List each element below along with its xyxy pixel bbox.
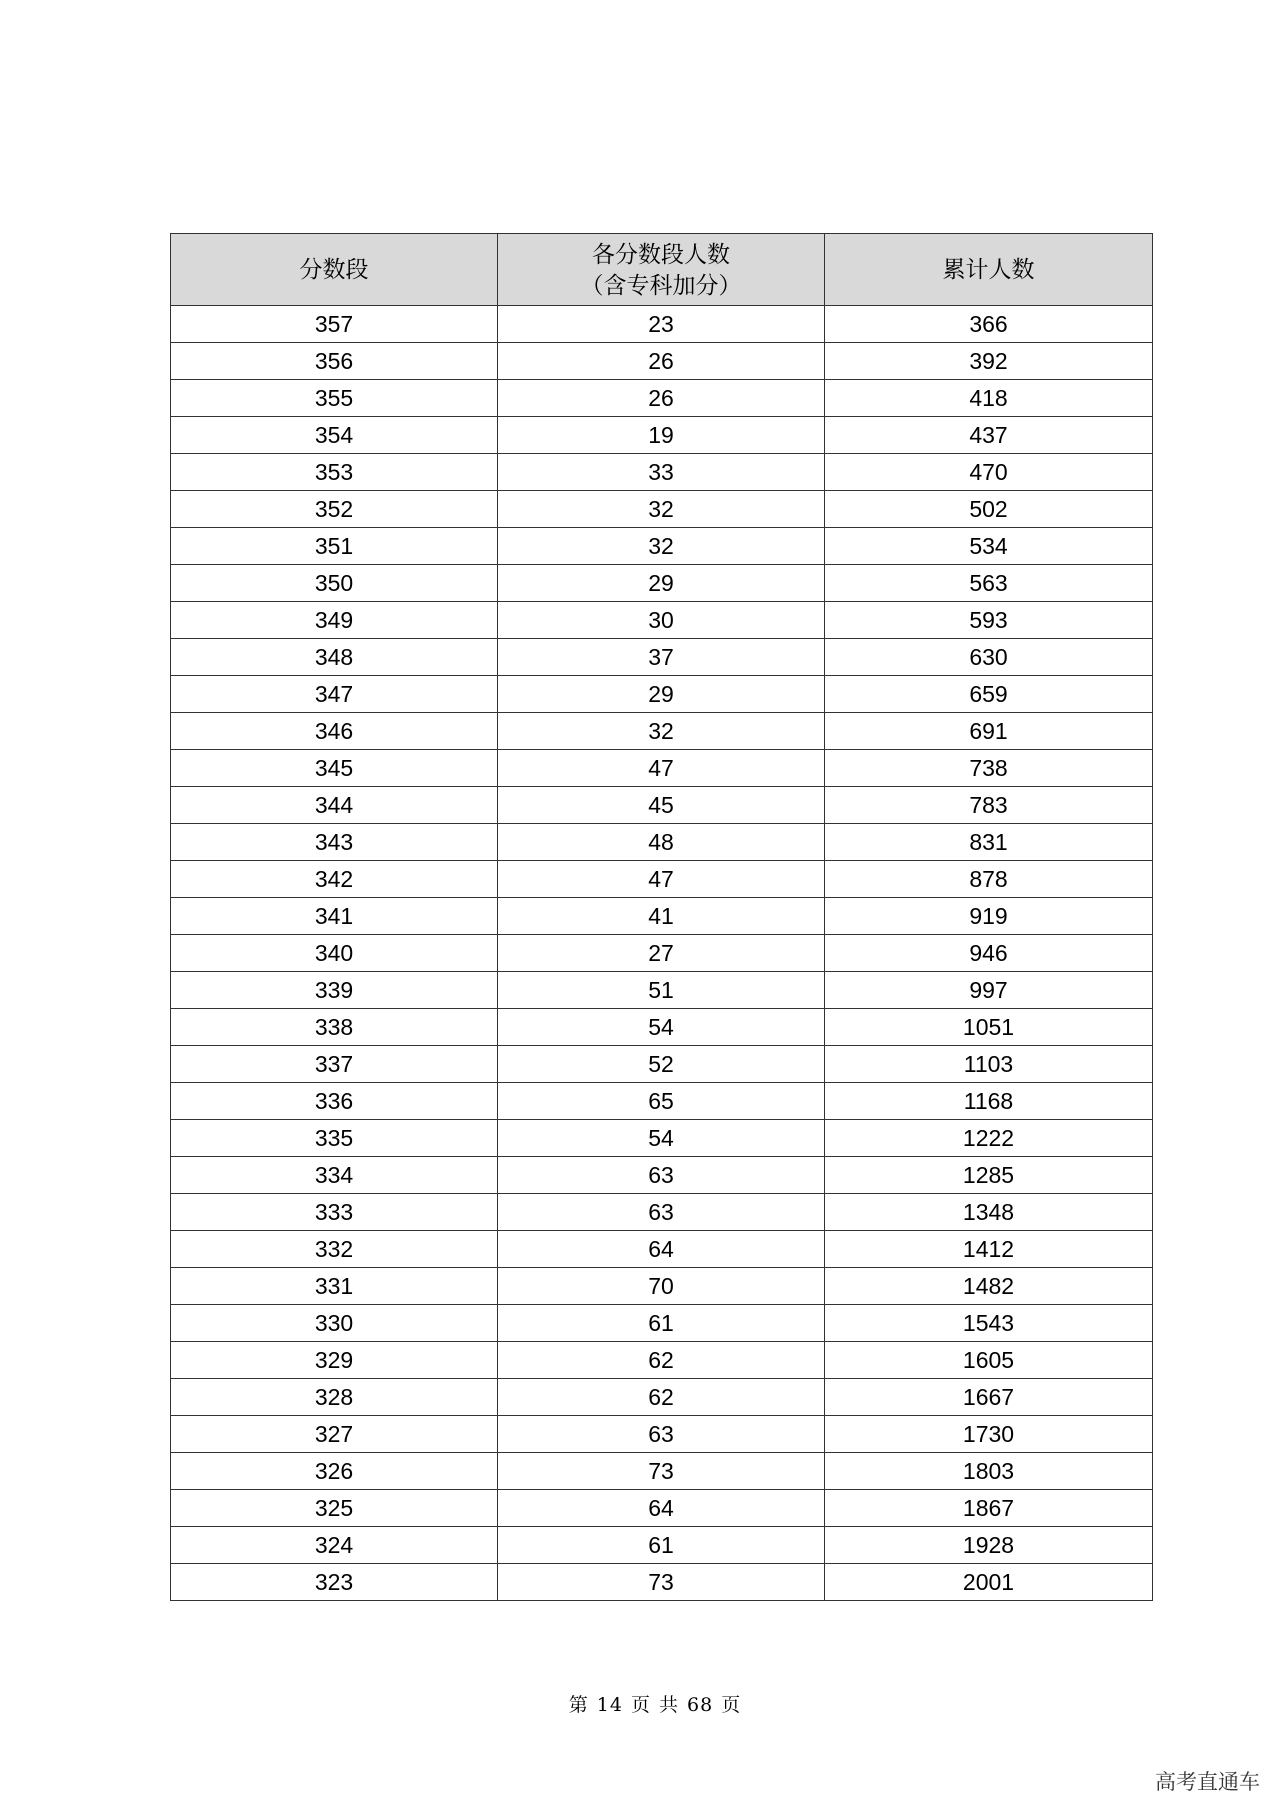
cell-score: 357 <box>171 306 498 343</box>
cell-count: 63 <box>498 1157 825 1194</box>
cell-cumulative: 366 <box>825 306 1153 343</box>
cell-score: 354 <box>171 417 498 454</box>
cell-count: 32 <box>498 528 825 565</box>
cell-score: 348 <box>171 639 498 676</box>
cell-score: 330 <box>171 1305 498 1342</box>
cell-score: 343 <box>171 824 498 861</box>
cell-cumulative: 946 <box>825 935 1153 972</box>
cell-cumulative: 659 <box>825 676 1153 713</box>
footer-page-number: 14 <box>596 1694 623 1716</box>
cell-cumulative: 1285 <box>825 1157 1153 1194</box>
cell-score: 334 <box>171 1157 498 1194</box>
cell-cumulative: 783 <box>825 787 1153 824</box>
table-row <box>171 343 1153 380</box>
cell-score: 329 <box>171 1342 498 1379</box>
cell-score: 338 <box>171 1009 498 1046</box>
cell-score: 346 <box>171 713 498 750</box>
score-distribution-table <box>170 233 1153 1601</box>
table-row <box>171 565 1153 602</box>
table-body <box>171 306 1153 1601</box>
cell-score: 341 <box>171 898 498 935</box>
header-row <box>171 234 1153 306</box>
cell-cumulative: 1103 <box>825 1046 1153 1083</box>
cell-cumulative: 1348 <box>825 1194 1153 1231</box>
table-row <box>171 306 1153 343</box>
table-row <box>171 380 1153 417</box>
table-row <box>171 824 1153 861</box>
cell-score: 352 <box>171 491 498 528</box>
cell-score: 335 <box>171 1120 498 1157</box>
header-cumulative: 累计人数 <box>825 234 1153 306</box>
table-row <box>171 713 1153 750</box>
cell-count: 33 <box>498 454 825 491</box>
cell-cumulative: 1412 <box>825 1231 1153 1268</box>
table-row <box>171 1268 1153 1305</box>
cell-count: 64 <box>498 1231 825 1268</box>
cell-count: 52 <box>498 1046 825 1083</box>
table-row <box>171 676 1153 713</box>
cell-count: 65 <box>498 1083 825 1120</box>
footer-ye1: 页 <box>630 1694 651 1716</box>
cell-cumulative: 470 <box>825 454 1153 491</box>
cell-score: 349 <box>171 602 498 639</box>
table-row <box>171 1342 1153 1379</box>
cell-cumulative: 1605 <box>825 1342 1153 1379</box>
cell-cumulative: 1803 <box>825 1453 1153 1490</box>
header-count-line1: 各分数段人数 <box>592 240 730 267</box>
cell-count: 73 <box>498 1564 825 1601</box>
table-row <box>171 787 1153 824</box>
cell-cumulative: 997 <box>825 972 1153 1009</box>
table-row <box>171 1009 1153 1046</box>
footer-gong: 共 <box>659 1694 680 1716</box>
cell-score: 344 <box>171 787 498 824</box>
cell-cumulative: 738 <box>825 750 1153 787</box>
table-row <box>171 935 1153 972</box>
cell-score: 350 <box>171 565 498 602</box>
cell-cumulative: 437 <box>825 417 1153 454</box>
cell-score: 351 <box>171 528 498 565</box>
watermark-text: 高考直通车 <box>1155 1770 1260 1794</box>
cell-count: 54 <box>498 1120 825 1157</box>
cell-count: 64 <box>498 1490 825 1527</box>
cell-count: 45 <box>498 787 825 824</box>
cell-cumulative: 1168 <box>825 1083 1153 1120</box>
table-row <box>171 417 1153 454</box>
cell-cumulative: 1928 <box>825 1527 1153 1564</box>
cell-cumulative: 1482 <box>825 1268 1153 1305</box>
table-row <box>171 639 1153 676</box>
cell-cumulative: 1667 <box>825 1379 1153 1416</box>
table-row <box>171 898 1153 935</box>
table-row <box>171 602 1153 639</box>
cell-count: 29 <box>498 565 825 602</box>
cell-cumulative: 502 <box>825 491 1153 528</box>
cell-score: 339 <box>171 972 498 1009</box>
cell-count: 37 <box>498 639 825 676</box>
cell-cumulative: 691 <box>825 713 1153 750</box>
cell-score: 328 <box>171 1379 498 1416</box>
cell-count: 19 <box>498 417 825 454</box>
cell-count: 62 <box>498 1379 825 1416</box>
table-row <box>171 1305 1153 1342</box>
header-count-line2: （含专科加分） <box>580 271 742 298</box>
cell-score: 347 <box>171 676 498 713</box>
cell-score: 336 <box>171 1083 498 1120</box>
cell-score: 356 <box>171 343 498 380</box>
table-row <box>171 1120 1153 1157</box>
cell-count: 27 <box>498 935 825 972</box>
cell-score: 345 <box>171 750 498 787</box>
table-row <box>171 1046 1153 1083</box>
cell-count: 29 <box>498 676 825 713</box>
table-row <box>171 1083 1153 1120</box>
cell-count: 23 <box>498 306 825 343</box>
cell-cumulative: 878 <box>825 861 1153 898</box>
cell-count: 26 <box>498 343 825 380</box>
cell-count: 73 <box>498 1453 825 1490</box>
cell-count: 41 <box>498 898 825 935</box>
cell-score: 337 <box>171 1046 498 1083</box>
cell-count: 32 <box>498 713 825 750</box>
cell-cumulative: 2001 <box>825 1564 1153 1601</box>
cell-count: 63 <box>498 1194 825 1231</box>
table-row <box>171 491 1153 528</box>
table-row <box>171 454 1153 491</box>
footer-total-pages: 68 <box>687 1694 714 1716</box>
table-row <box>171 972 1153 1009</box>
cell-cumulative: 919 <box>825 898 1153 935</box>
cell-score: 333 <box>171 1194 498 1231</box>
footer-di: 第 <box>568 1694 589 1716</box>
table-row <box>171 861 1153 898</box>
cell-score: 342 <box>171 861 498 898</box>
table-row <box>171 1453 1153 1490</box>
table-row <box>171 1416 1153 1453</box>
cell-count: 32 <box>498 491 825 528</box>
cell-cumulative: 1867 <box>825 1490 1153 1527</box>
table-row <box>171 528 1153 565</box>
cell-score: 326 <box>171 1453 498 1490</box>
cell-cumulative: 1222 <box>825 1120 1153 1157</box>
cell-cumulative: 418 <box>825 380 1153 417</box>
cell-cumulative: 392 <box>825 343 1153 380</box>
cell-score: 331 <box>171 1268 498 1305</box>
cell-score: 332 <box>171 1231 498 1268</box>
cell-score: 323 <box>171 1564 498 1601</box>
table-row <box>171 1379 1153 1416</box>
cell-count: 62 <box>498 1342 825 1379</box>
cell-score: 340 <box>171 935 498 972</box>
cell-cumulative: 1051 <box>825 1009 1153 1046</box>
cell-count: 61 <box>498 1305 825 1342</box>
cell-cumulative: 1543 <box>825 1305 1153 1342</box>
cell-count: 30 <box>498 602 825 639</box>
cell-score: 327 <box>171 1416 498 1453</box>
cell-score: 355 <box>171 380 498 417</box>
cell-count: 70 <box>498 1268 825 1305</box>
cell-cumulative: 630 <box>825 639 1153 676</box>
cell-count: 54 <box>498 1009 825 1046</box>
table-row <box>171 1490 1153 1527</box>
footer-ye2: 页 <box>721 1694 742 1716</box>
page-footer <box>0 1690 1280 1717</box>
table-header <box>171 234 1153 306</box>
cell-cumulative: 563 <box>825 565 1153 602</box>
header-count <box>498 234 825 306</box>
table-row <box>171 1527 1153 1564</box>
cell-cumulative: 593 <box>825 602 1153 639</box>
table-row <box>171 1564 1153 1601</box>
cell-count: 26 <box>498 380 825 417</box>
cell-cumulative: 534 <box>825 528 1153 565</box>
table-row <box>171 750 1153 787</box>
cell-count: 48 <box>498 824 825 861</box>
cell-score: 325 <box>171 1490 498 1527</box>
table-row <box>171 1194 1153 1231</box>
cell-score: 353 <box>171 454 498 491</box>
cell-count: 63 <box>498 1416 825 1453</box>
cell-count: 47 <box>498 861 825 898</box>
cell-count: 61 <box>498 1527 825 1564</box>
cell-count: 51 <box>498 972 825 1009</box>
cell-count: 47 <box>498 750 825 787</box>
table-row <box>171 1231 1153 1268</box>
cell-score: 324 <box>171 1527 498 1564</box>
header-score: 分数段 <box>171 234 498 306</box>
cell-cumulative: 831 <box>825 824 1153 861</box>
cell-cumulative: 1730 <box>825 1416 1153 1453</box>
table-row <box>171 1157 1153 1194</box>
